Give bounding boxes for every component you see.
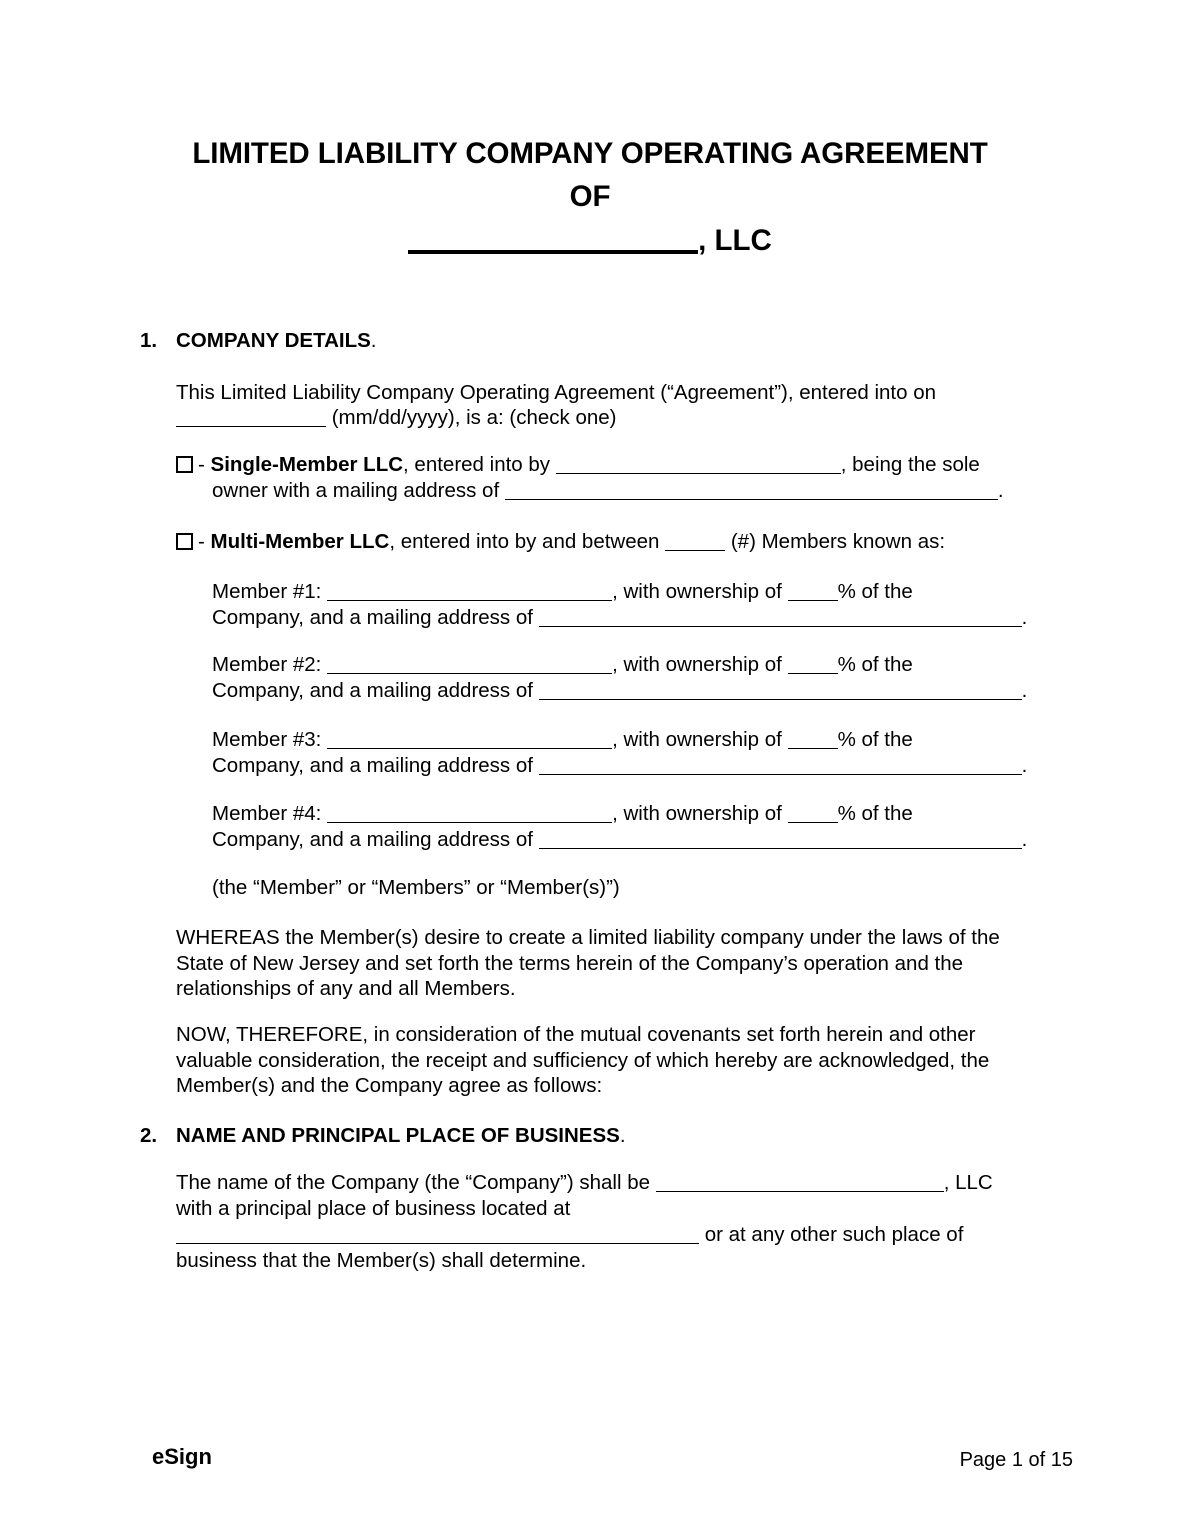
- member-1-name-blank[interactable]: [327, 600, 612, 601]
- section-2-body-2-text: , LLC: [943, 1171, 993, 1194]
- member-3-ownership-blank[interactable]: [788, 748, 838, 749]
- document-title: [140, 132, 1040, 262]
- member-4-line2-text: Company, and a mailing address of: [212, 828, 533, 851]
- section-2-body-line-4: business that the Member(s) shall determine.: [176, 1249, 587, 1272]
- multi-member-text-2: (#) Members known as:: [730, 530, 946, 553]
- footer-page-number: Page 1 of 15: [959, 1449, 1073, 1471]
- principal-place-blank[interactable]: [176, 1243, 699, 1244]
- section-1-title-text: COMPANY DETAILS: [176, 329, 371, 352]
- member-3-line2-text: Company, and a mailing address of: [212, 754, 533, 777]
- member-4-ownership-blank[interactable]: [788, 822, 838, 823]
- member-1-line2-text: Company, and a mailing address of: [212, 606, 533, 629]
- member-1-line-1: [212, 579, 1036, 605]
- member-1-pct: % of the: [837, 580, 913, 603]
- member-1-ownership-blank[interactable]: [788, 600, 838, 601]
- member-3-line-1: [212, 727, 1036, 753]
- member-1-end: .: [1021, 606, 1028, 629]
- section-2-title-period: .: [619, 1124, 626, 1147]
- section-2-title-text: NAME AND PRINCIPAL PLACE OF BUSINESS: [176, 1124, 620, 1147]
- single-member-text-4: .: [997, 479, 1004, 502]
- section-1-title-period: .: [370, 329, 377, 352]
- section-2-body-line-2: with a principal place of business located at: [176, 1197, 571, 1220]
- section-1-title: [176, 327, 376, 355]
- single-member-dash: -: [198, 453, 205, 476]
- company-name-field-blank[interactable]: [656, 1191, 944, 1192]
- section-2-number: 2.: [140, 1124, 158, 1147]
- member-2-pct: % of the: [837, 653, 913, 676]
- multi-member-dash: -: [198, 530, 205, 553]
- member-2-ownership-blank[interactable]: [788, 673, 838, 674]
- member-2-end: .: [1021, 679, 1028, 702]
- member-4-address-blank[interactable]: [539, 848, 1022, 849]
- member-4-line-1: [212, 801, 1036, 827]
- member-4-end: .: [1021, 828, 1028, 851]
- checkbox-icon-multi-member[interactable]: [176, 533, 193, 550]
- now-therefore-paragraph: NOW, THEREFORE, in consideration of the mutual covenants set forth herein and other valuable consideration, the receipt and sufficiency of which hereby are acknowledged, the Member(s) and the Company agree as follows:: [176, 1023, 990, 1098]
- member-3-name-blank[interactable]: [327, 748, 612, 749]
- agreement-date-blank[interactable]: [176, 426, 326, 427]
- single-member-llc-option[interactable]: [176, 452, 980, 478]
- section-2-title: [176, 1122, 626, 1150]
- member-2-label: Member #2:: [212, 653, 322, 676]
- member-2-line-2: [212, 678, 1036, 704]
- single-member-text-3: owner with a mailing address of: [212, 479, 500, 502]
- member-2-address-blank[interactable]: [539, 699, 1022, 700]
- single-member-label: Single-Member LLC: [210, 453, 404, 476]
- section-1-number: 1.: [140, 329, 158, 352]
- company-name-blank[interactable]: [408, 250, 698, 254]
- single-member-address-blank[interactable]: [505, 499, 998, 500]
- single-member-text-2: , being the sole: [840, 453, 980, 476]
- single-member-owner-blank[interactable]: [556, 473, 841, 474]
- checkbox-icon-single-member[interactable]: [176, 456, 193, 473]
- section-1-intro-line-2: [176, 405, 1036, 431]
- member-1-line-2: [212, 605, 1036, 631]
- title-llc-suffix: , LLC: [698, 224, 772, 257]
- member-2-line2-text: Company, and a mailing address of: [212, 679, 533, 702]
- member-4-line-2: [212, 827, 1036, 853]
- member-2-mid: , with ownership of: [612, 653, 782, 676]
- title-line-3: [140, 219, 1040, 262]
- member-3-pct: % of the: [837, 728, 913, 751]
- member-4-name-blank[interactable]: [327, 822, 612, 823]
- member-2-name-blank[interactable]: [327, 673, 612, 674]
- member-3-end: .: [1021, 754, 1028, 777]
- title-line-1: LIMITED LIABILITY COMPANY OPERATING AGREEMENT: [192, 137, 988, 170]
- member-3-label: Member #3:: [212, 728, 322, 751]
- member-1-label: Member #1:: [212, 580, 322, 603]
- multi-member-label: Multi-Member LLC: [210, 530, 390, 553]
- member-3-mid: , with ownership of: [612, 728, 782, 751]
- section-2-body-1-text: The name of the Company (the “Company”) shall be: [176, 1171, 651, 1194]
- member-1-address-blank[interactable]: [539, 626, 1022, 627]
- member-4-label: Member #4:: [212, 802, 322, 825]
- single-member-address-line: [212, 478, 1036, 504]
- section-2-body-line-3: [176, 1222, 1036, 1248]
- member-3-line-2: [212, 753, 1036, 779]
- single-member-text-1: , entered into by: [403, 453, 551, 476]
- member-2-line-1: [212, 652, 1036, 678]
- member-1-mid: , with ownership of: [612, 580, 782, 603]
- member-definition: (the “Member” or “Members” or “Member(s)”): [212, 876, 620, 899]
- section-1-intro-line-2-text: (mm/dd/yyyy), is a: (check one): [331, 406, 617, 429]
- member-count-blank[interactable]: [665, 550, 725, 551]
- multi-member-llc-option[interactable]: [176, 529, 945, 555]
- section-1-intro-line-1: This Limited Liability Company Operating Agreement (“Agreement”), entered into on: [176, 381, 937, 404]
- section-2-body-line-1: [176, 1170, 1036, 1196]
- section-2-body-4-text: or at any other such place of: [704, 1223, 964, 1246]
- member-3-address-blank[interactable]: [539, 774, 1022, 775]
- whereas-paragraph: WHEREAS the Member(s) desire to create a limited liability company under the laws of the State of New Jersey and set forth the terms herein of the Company’s operation and the relationships of any and all Members.: [176, 926, 1000, 1001]
- footer-brand-esign: eSign: [152, 1444, 212, 1469]
- member-4-mid: , with ownership of: [612, 802, 782, 825]
- multi-member-text-1: , entered into by and between: [389, 530, 660, 553]
- member-4-pct: % of the: [837, 802, 913, 825]
- title-line-2: OF: [569, 180, 611, 213]
